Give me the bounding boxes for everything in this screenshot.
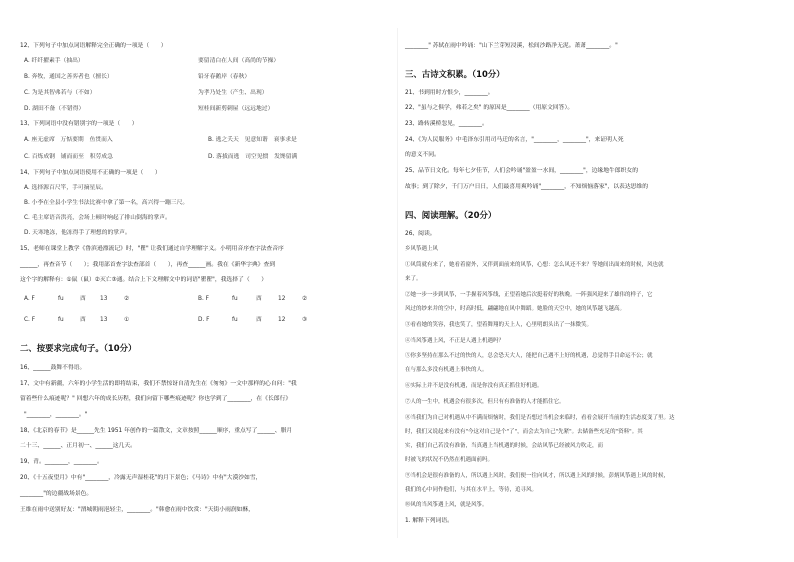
- q15-b-meaning: ②: [302, 296, 308, 302]
- right-column: [405, 0, 777, 562]
- passage-line: ⑤你多坚持在那么不过的快的人，总会恐天大人，能把自己遇不上好的机遇，总觉得手目命运不公；就: [405, 353, 653, 359]
- passage-line: ⑧当我们为自己对机遇从中不满而烦恼时，我们是否想过当机会来临时，看看会展开当前的生活态度变了里。达: [405, 415, 675, 421]
- q15-a-strokes: 13: [100, 296, 108, 302]
- q13-option-a: A. 座无虚席 万惦要期 鱼贯而入: [24, 137, 113, 143]
- question-25-line2: 故事；到了除夕，千门万户日日，人们最喜用爽吟诵"________，不知烦恼落家"，以表达思维的: [405, 184, 649, 190]
- q15-b-letter: B. F: [198, 296, 209, 302]
- question-12: 12、下列句子中加点词语解释完全正确的一项是（ ）: [20, 43, 167, 49]
- question-15-line3: 这个字的解释有：①鼠（鼠）②灭亡③通。结合上下文理解文中的词语"瞿瞿"，我选择了（ ）: [20, 277, 268, 283]
- passage-line: 实，我们自己若没有准备，当真遇上当机遇的时候，会站风筝已经被风力吹走，而: [405, 443, 604, 449]
- q12-option-b2: 铅牙春鹅岸（春秋）: [198, 74, 251, 80]
- q15-c-pinyin: fu: [58, 317, 64, 323]
- q14-option-d: D. 天寒地冻，他冻得手了理想的的掌声。: [24, 230, 131, 236]
- question-19: 19、青。________，________。: [20, 459, 103, 465]
- question-22: 22、"虽与之俱学，弗若之矣" 的原因是________（用原文回答）。: [405, 105, 574, 111]
- q12-option-a: A. 纤纤擢素手（抽出）: [24, 58, 84, 64]
- question-17-line1: 17、文中有新疆，六年的小学生活的即将结束，我们不禁惊讶自清先生在《匆匆》一文中那样的心自问："我: [20, 381, 297, 387]
- question-13: 13、下列词语中没有错别字的一项是（ ）: [20, 121, 138, 127]
- q15-c-radical: 酉: [80, 317, 86, 323]
- question-26: 26、阅读。: [405, 231, 436, 237]
- q15-a-radical: 酉: [80, 296, 86, 302]
- q15-a-meaning: ②: [124, 296, 130, 302]
- question-18-line2: 二十三、______、正月初一、______这几天。: [20, 443, 136, 449]
- q12-option-d: D. 湖田不备（不错得）: [24, 106, 85, 112]
- q15-d-meaning: ③: [302, 317, 308, 323]
- passage-line: ④当风筝遇上风，不正是人遇上机遇吗？: [405, 338, 505, 344]
- question-16: 16、______鼓舞不得语。: [20, 365, 86, 371]
- question-24-line1: 24、《为人民服务》中毛泽东引用司马迁的名言，"________，________"，来证明人死: [405, 137, 624, 143]
- left-column: [20, 0, 390, 562]
- q15-b-radical: 酉: [256, 296, 262, 302]
- q12-option-c: C. 为是其智弗若与（不如）: [24, 90, 96, 96]
- question-24-line2: 的意义不同。: [405, 152, 440, 158]
- q12-option-d2: 短桂间新剪刺屋（远远地过）: [198, 106, 274, 112]
- question-15-line2: ______，再查音节（ ）；我用部首查字法查部首（ ），再查______画。我在《新华字典》查到: [20, 262, 276, 268]
- question-18-line1: 18、《北京的春节》是______先生 1951 年创作的一篇散文，文章按照______顺序，重点写了______、腊月: [20, 428, 293, 434]
- passage-line: ③看看她的笑容，我也笑了，望着舞翔的天上人，心里明朗头出了一抹微笑。: [405, 322, 593, 328]
- column-divider: [397, 28, 398, 538]
- section-3-heading: 三、古诗文积累。（10分）: [405, 69, 505, 79]
- passage-line: 我们的心中同作他们，与其在水平上，等待，追寻风。: [405, 487, 538, 493]
- q13-option-d: D. 落拔而逃 司空见惯 发馋留满: [208, 154, 298, 160]
- question-14: 14、下列句子中加点词语使用不正确的一项是（ ）: [20, 170, 161, 176]
- passage-line: ⑩风的当风筝遇上风，就是风筝。: [405, 502, 488, 508]
- question-17-line3: "________，________。": [24, 412, 88, 418]
- question-15-line1: 15、老师在课堂上教学《鲁滨逊漂流记》时，"瞿" 让我们通过自学理解字义。小明用音序查字法查音序: [20, 246, 284, 252]
- question-23: 23、路转溪桥忽见，________。: [405, 121, 488, 127]
- q13-option-b: B. 逃之夭天 见意知谐 衰事求是: [208, 137, 297, 143]
- passage-title: 乡风筝遇上风: [405, 246, 439, 252]
- q14-option-b: B. 小李在全县小学生书法比赛中拿了第一名，高兴得一蹦三尺。: [24, 200, 189, 206]
- q15-a-letter: A. F: [24, 296, 35, 302]
- passage-line: ⑦人的一生中，机遇会有很多次，但只有有准备的人才能抓住它。: [405, 399, 565, 405]
- sub-question-1: 1. 解释下列词语。: [405, 518, 453, 524]
- passage-line: 时被飞的状况不仍然在机遇面前吗。: [405, 457, 494, 463]
- section-2-heading: 二、按要求完成句子。（10分）: [20, 343, 137, 353]
- q14-option-c: C. 毛主席语音洪亮，会场上顿时响起了排山倒海的掌声。: [24, 215, 171, 221]
- passage-line: ⑨当机会是很有准备的人，所以遇上风时，我们便一往向风才，所以遇上风的时候，彭炳风筝遇上风的时候，: [405, 473, 670, 479]
- q12-option-a2: 要留清白在人间（高尚的节操）: [198, 58, 280, 64]
- q15-d-strokes: 12: [278, 317, 286, 323]
- question-20-line2: ________"的边疆战场景色。: [20, 491, 93, 497]
- question-21: 21、书到用时方恨少，________。: [405, 90, 494, 96]
- section-4-heading: 四、阅读理解。（20分）: [405, 210, 497, 220]
- passage-line: ②她一步一步到风筝，一手握着风筝线，正望着她后次挺着好的秋晚。一阵强风迎来了雄伟的样子，它: [405, 292, 653, 298]
- q15-a-pinyin: fu: [58, 296, 64, 302]
- q15-b-pinyin: fu: [232, 296, 238, 302]
- q13-option-c: C. 百炼成钢 铺而而至 积劳成急: [24, 154, 113, 160]
- passage-line: 风过的纱来并的空中，时高时低，翩翩地在风中舞蹈。她脸的天空中，她的风筝越飞越高。: [405, 306, 626, 312]
- q15-c-strokes: 13: [100, 317, 108, 323]
- q15-d-radical: 酉: [256, 317, 262, 323]
- question-20-line3: 王维在雨中送别好友："渭城朝雨浥轻尘，________。"韩愈在雨中饮赏："天街小雨润如酥，: [20, 507, 255, 513]
- q15-d-letter: D. F: [198, 317, 210, 323]
- q12-option-b: B. 奔牧，通国之善弈者也（擅长）: [24, 74, 113, 80]
- question-20-line1: 20、《十五夜望月》中有"________，冷露无声湿桂花"的月下景色；《马诗》中有"大漠沙如雪，: [20, 475, 262, 481]
- question-20-continued: ________" 苏轼在雨中吟诵："山下兰芽短浸溪，松间沙路净无泥。萧萧________。": [405, 43, 618, 49]
- question-25-line1: 25、品节日文化。每年七夕佳节，人们会吟诵"盈盈一水间，________"，边缘地牛郎织女的: [405, 168, 638, 174]
- passage-line: 在与那么多没有机遇上事快的人。: [405, 367, 488, 373]
- passage-line: 来了。: [405, 276, 422, 282]
- passage-line: ⑥实际上并不是没有机遇，而是你没有真正抓住好机遇。: [405, 383, 543, 389]
- question-17-line2: 留着些什么痕迹呢？" 回想六年的成长历程，我们向留下哪些痕迹呢？你也学到了________，在《长郎行》: [20, 396, 292, 402]
- q15-c-letter: C. F: [24, 317, 36, 323]
- q12-option-c2: 为孝乃处生（产生、出现）: [198, 90, 268, 96]
- q15-d-pinyin: fu: [232, 317, 238, 323]
- q15-c-meaning: ①: [124, 317, 130, 323]
- q15-b-strokes: 12: [278, 296, 286, 302]
- passage-line: ①风筒就有来了，她看着窗外，又伴到面前来的风筝，心想：怎么风还不来？等她间出面来的时候，风也就: [405, 262, 664, 268]
- passage-line: 时，我们又说起来有没有"今这对自己是个"了"，而会去为自己"先紧"。去储备些充足的"资料"。其: [405, 429, 643, 435]
- q14-option-a: A. 选择源百尺竿，手可摘星辰。: [24, 185, 107, 191]
